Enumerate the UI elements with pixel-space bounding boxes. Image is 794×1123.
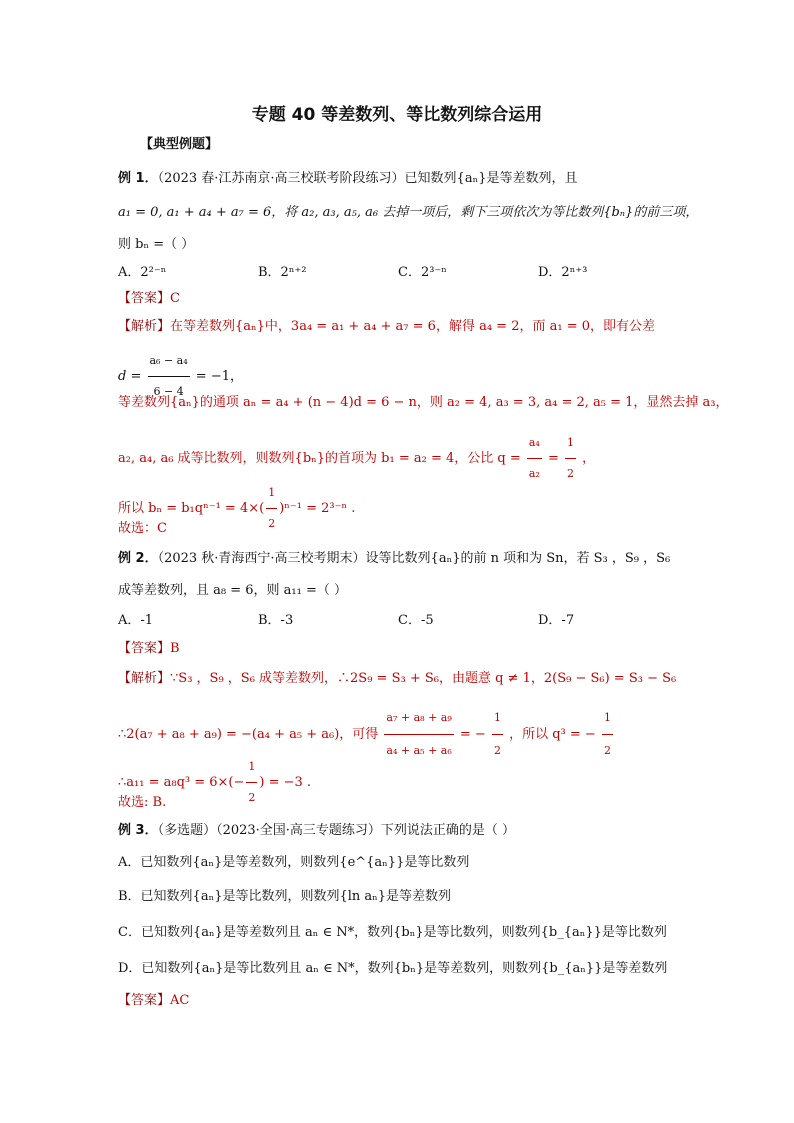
ex2-step2-fraction1	[384, 702, 453, 767]
ex2-answer: B	[170, 641, 180, 656]
ex1-option-b: B．2ⁿ⁺²	[258, 265, 307, 280]
ex1-answer-line	[118, 290, 180, 308]
ex2-step2-den3: 2	[603, 744, 611, 757]
ex1-option-c: C．2³⁻ⁿ	[398, 265, 447, 280]
ex2-step2-num2: 1	[492, 702, 503, 735]
ex2-step2-mid2: ，所以 q³ = −	[509, 727, 596, 742]
ex1-step4-num2: 1	[565, 428, 576, 459]
ex2-source: （2023 秋·青海西宁·高三校考期末）设等比数列{aₙ}的前 n 项和为 Sn，若 S₃ ，S₉ ，S₆	[157, 551, 671, 566]
ex2-option-a: A．-1	[118, 613, 154, 628]
ex3-answer-tag: 【答案】	[118, 993, 171, 1008]
ex2-step1: ∵S₃ ，S₉ ，S₆ 成等差数列，∴2S₉ = S₃ + S₆，由题意 q ≠ 1，2(S₉ − S₆) = S₃ − S₆	[170, 671, 677, 686]
ex1-step5-fraction	[266, 478, 277, 539]
ex3-answer: AC	[170, 993, 190, 1008]
ex2-step2-den: a₄ + a₅ + a₆	[386, 744, 452, 757]
ex1-conclusion: 故选：C	[118, 521, 167, 536]
ex3-option-c: C．已知数列{aₙ}是等差数列且 aₙ ∈ N*，数列{bₙ}是等比数列，则数列{b_{aₙ}}是等比数列	[118, 925, 667, 940]
ex1-step4-post: ，	[582, 451, 596, 466]
ex2-options	[118, 612, 678, 630]
ex2-conclusion: 故选: B.	[118, 795, 167, 810]
ex2-analysis-tag: 【解析】	[118, 671, 171, 686]
ex1-step3: 等差数列{aₙ}的通项 aₙ = a₄ + (n − 4)d = 6 − n，则 a₂ = 4, a₃ = 3, a₄ = 2, a₅ = 1，显然去掉 a₃，	[118, 395, 729, 410]
ex2-step3-den: 2	[248, 791, 256, 804]
ex1-step5-num: 1	[266, 478, 277, 509]
section-label: 【典型例题】	[140, 137, 219, 152]
ex2-line1	[118, 550, 670, 568]
ex3-source: （多选题）（2023·全国·高三专题练习）下列说法正确的是（ ）	[157, 823, 516, 838]
ex1-step4-fraction2	[565, 428, 576, 489]
ex1-analysis-tag: 【解析】	[118, 319, 171, 334]
ex1-step5-post: )ⁿ⁻¹ = 2³⁻ⁿ .	[279, 501, 356, 516]
ex2-step3-num: 1	[246, 752, 257, 783]
ex1-step1: 在等差数列{aₙ}中，3a₄ = a₁ + a₄ + a₇ = 6，解得 a₄ = 2，而 a₁ = 0，即有公差	[170, 319, 655, 334]
ex2-option-d: D．-7	[538, 613, 575, 628]
ex1-step4-den1: a₂	[528, 467, 540, 480]
ex2-step3-pre: ∴a₁₁ = a₈q³ = 6×(−	[118, 775, 245, 790]
page-title: 专题 40 等差数列、等比数列综合运用	[251, 105, 543, 125]
ex1-stem3: 则 bₙ =（ ）	[118, 237, 195, 252]
ex1-step2-pre: d =	[118, 369, 142, 384]
ex1-answer-tag: 【答案】	[118, 291, 171, 306]
ex2-option-c: C．-5	[398, 613, 434, 628]
ex2-step2-den2: 2	[493, 744, 501, 757]
ex3-option-a: A．已知数列{aₙ}是等差数列，则数列{e^{aₙ}}是等比数列	[118, 855, 470, 870]
ex3-option-b: B．已知数列{aₙ}是等比数列，则数列{ln aₙ}是等差数列	[118, 889, 452, 904]
ex1-step2-den: 6 − 4	[153, 385, 184, 398]
ex2-step3-fraction	[246, 752, 257, 813]
ex3-answer-line	[118, 992, 189, 1010]
ex2-analysis-line1	[118, 670, 676, 688]
ex1-step4-pre: a₂, a₄, a₆ 成等比数列，则数列{bₙ}的首项为 b₁ = a₂ = 4，公比 q =	[118, 451, 521, 466]
ex1-stem2: a₁ = 0, a₁ + a₄ + a₇ = 6，将 a₂, a₃, a₅, a₆ 去掉一项后，剩下三项依次为等比数列{bₙ}的前三项，	[118, 205, 699, 220]
ex1-step2-post: = −1，	[195, 369, 243, 384]
ex1-step4-mid: =	[547, 451, 559, 466]
ex2-step2-mid: = −	[459, 727, 486, 742]
ex1-line1	[118, 170, 577, 188]
ex1-step4-num1: a₄	[527, 428, 542, 459]
ex1-option-a: A．2²⁻ⁿ	[118, 265, 167, 280]
ex1-step2-num: a₆ − a₄	[148, 346, 190, 377]
ex2-step2-pre: ∴2(a₇ + a₈ + a₉) = −(a₄ + a₅ + a₆)，可得	[118, 727, 379, 742]
ex3-label: 例 3．	[118, 823, 158, 838]
ex3-option-d: D．已知数列{aₙ}是等比数列且 aₙ ∈ N*，数列{bₙ}是等差数列，则数列{b_{aₙ}}是等差数列	[118, 961, 668, 976]
ex1-step4-den2: 2	[567, 467, 575, 480]
ex1-label: 例 1．	[118, 171, 158, 186]
ex1-analysis-line1	[118, 318, 655, 336]
ex2-step2-num: a₇ + a₈ + a₉	[384, 702, 453, 735]
ex2-option-b: B．-3	[258, 613, 294, 628]
ex1-options	[118, 264, 678, 282]
ex2-label: 例 2．	[118, 551, 158, 566]
ex2-stem2: 成等差数列，且 a₈ = 6，则 a₁₁ =（ ）	[118, 583, 347, 598]
ex2-answer-tag: 【答案】	[118, 641, 171, 656]
ex2-step2-fraction3	[602, 702, 613, 767]
ex1-step4-fraction1	[527, 428, 542, 489]
ex1-answer: C	[170, 291, 180, 306]
ex2-step2-num3: 1	[602, 702, 613, 735]
ex1-source: （2023 春·江苏南京·高三校联考阶段练习）已知数列{aₙ}是等差数列，且	[157, 171, 578, 186]
ex2-step3-post: ) = −3 .	[259, 775, 312, 790]
ex1-option-d: D．2ⁿ⁺³	[538, 265, 588, 280]
ex2-answer-line	[118, 640, 180, 658]
ex3-line1	[118, 822, 515, 840]
ex1-step5-den: 2	[268, 517, 276, 530]
ex2-step2-fraction2	[492, 702, 503, 767]
ex1-step5-pre: 所以 bₙ = b₁qⁿ⁻¹ = 4×(	[118, 501, 265, 516]
